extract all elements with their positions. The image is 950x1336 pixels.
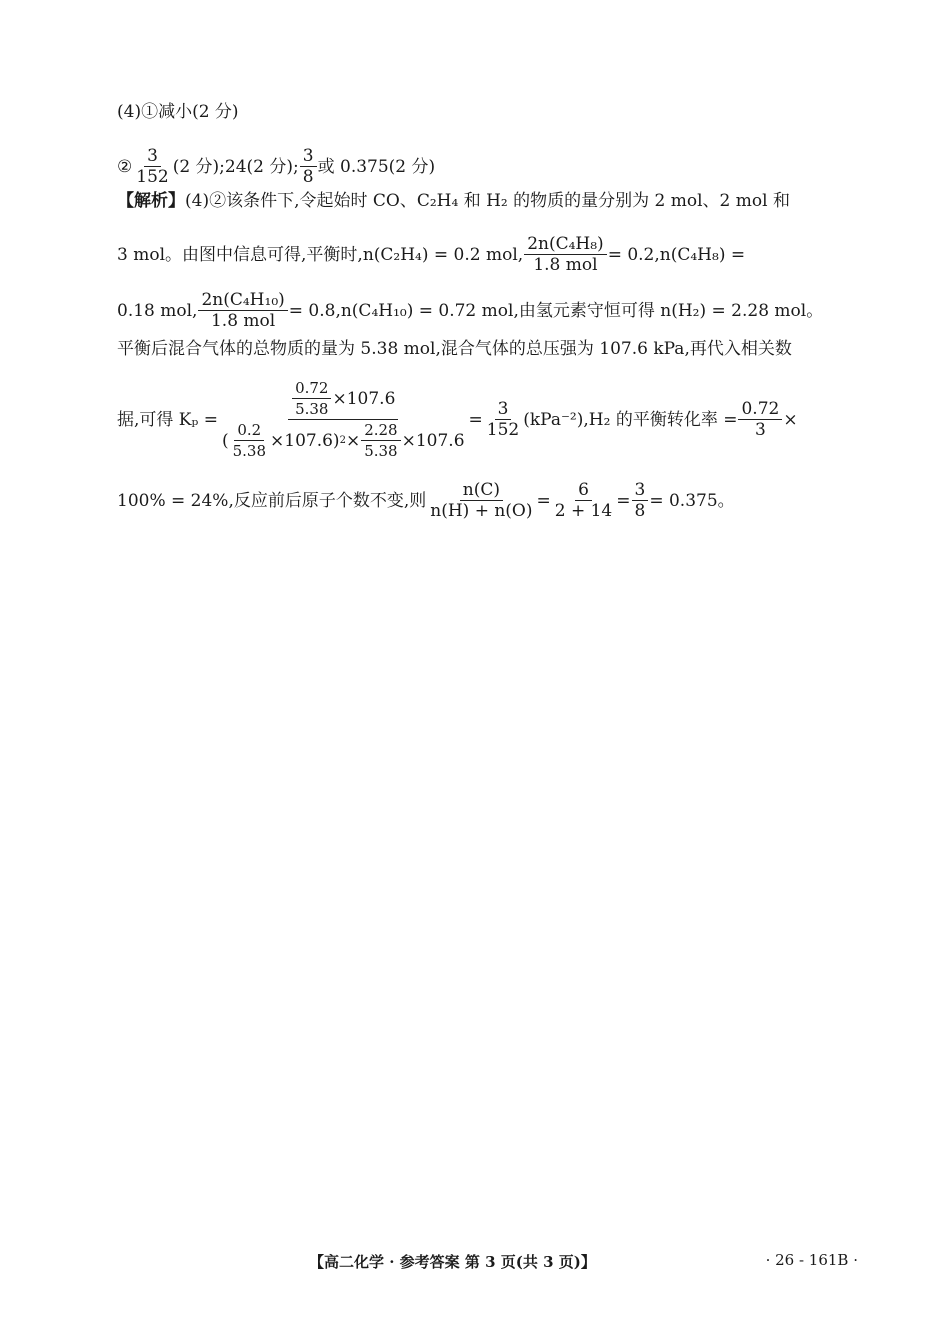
fraction-denominator: 8 [302,167,314,187]
analysis-text-3a: 0.18 mol, [117,300,198,321]
answer-score-a: (2 分);24(2 分); [172,156,299,177]
kp-result-fraction [484,399,522,440]
fraction-denominator: 5.38 [295,400,329,418]
analysis-line-3 [117,290,862,331]
equals-sign: = [468,409,483,430]
fraction-denominator: 2 + 14 [554,501,613,521]
fraction-numerator: n(C) [460,480,503,501]
answer-part4-2-prefix: ② [117,156,133,177]
analysis-line-1 [117,190,862,212]
fraction-numerator: 3 [632,480,649,501]
atom-ratio-fraction [427,480,535,521]
fraction-denominator: 1.8 mol [210,311,276,331]
fraction-numerator: 3 [144,146,161,167]
fraction-denominator: 3 [755,420,766,440]
fraction-denominator: n(H) + n(O) [430,501,533,521]
equals-sign: = [616,490,631,511]
fraction-denominator: 8 [634,501,646,521]
analysis-text-6a: 100% = 24%,反应前后原子个数不变,则 [117,490,427,511]
analysis-line-6 [117,480,862,521]
analysis-text-5a: 据,可得 Kₚ = [117,409,218,430]
analysis-text-3b: = 0.8,n(C₄H₁₀) = 0.72 mol,由氢元素守恒可得 n(H₂) = 2.28 mol。 [288,300,824,321]
fraction-denominator: 5.38 [232,442,267,460]
kp-bottom-left-paren: ( [221,430,229,451]
analysis-text-4: 平衡后混合气体的总物质的量为 5.38 mol,混合气体的总压强为 107.6 kPa,再代入相关数 [117,339,792,359]
fraction-denominator: 1.8 mol [533,255,598,275]
analysis-text-6b: = 0.375。 [649,490,735,511]
kp-expression-fraction [219,378,468,461]
equals-sign: = [536,490,551,511]
fraction-numerator: 2n(C₄H₁₀) [198,290,287,311]
fraction-numerator: 0.72 [738,399,782,420]
analysis-text-5-unit: (kPa⁻²),H₂ 的平衡转化率 = [523,409,738,430]
answer-part4-2-line [117,146,862,187]
fraction-denominator: 5.38 [364,442,398,460]
kp-bottom-middle: ×107.6) [270,430,340,451]
analysis-text-2a: 3 mol。由图中信息可得,平衡时,n(C₂H₄) = 0.2 mol, [117,244,524,265]
analysis-line-4 [117,338,862,360]
fraction-numerator: 0.72 [292,378,331,399]
times-sign: × [783,409,798,430]
atom-count-fraction [552,480,616,521]
fraction-numerator: 3 [495,399,512,420]
analysis-text-1: (4)②该条件下,令起始时 CO、C₂H₄ 和 H₂ 的物质的量分别为 2 mol、2 mol 和 [185,191,790,211]
answer-score-b: 或 0.375(2 分) [317,156,436,177]
ratio-answer-fraction [300,146,317,187]
answer-part4-line [117,101,862,123]
footer-code: · 26 - 161B · [765,1251,858,1269]
analysis-line-5 [117,378,862,461]
fraction-numerator: 2.28 [361,420,400,441]
kp-expression-denominator: ( $\frac{0.2}{5.38}$ ×107.6) 2 × $\frac{2.28}{5.38}$ ×107.6 [221,421,465,460]
c4h8-fraction [524,234,607,275]
kp-top-tail: ×107.6 [332,388,396,409]
fraction-denominator: 152 [486,420,520,440]
simplified-fraction [632,480,649,521]
fraction-denominator: 152 [136,167,169,187]
analysis-label: 【解析】 [117,191,185,211]
footer-title: 【高二化学 · 参考答案 第 3 页(共 3 页)】 [309,1253,596,1271]
kp-answer-fraction [133,146,171,187]
kp-bottom-tail: ×107.6 [401,430,465,451]
kp-bottom-fraction-1 [230,420,269,461]
fraction-numerator: 3 [300,146,317,167]
fraction-numerator: 6 [575,480,592,501]
analysis-text-2b: = 0.2,n(C₄H₈) = [607,244,746,265]
fraction-numerator: 0.2 [234,420,264,441]
fraction-numerator: 2n(C₄H₈) [524,234,607,255]
c4h10-fraction [198,290,287,331]
conversion-fraction [738,399,782,440]
kp-bottom-times: × [345,430,361,451]
kp-top-inner-fraction [292,378,331,419]
kp-expression-numerator [288,378,398,420]
answer-part4-title: (4)①减小(2 分) [117,102,239,122]
kp-bottom-fraction-2 [361,420,400,461]
analysis-line-2 [117,234,862,275]
